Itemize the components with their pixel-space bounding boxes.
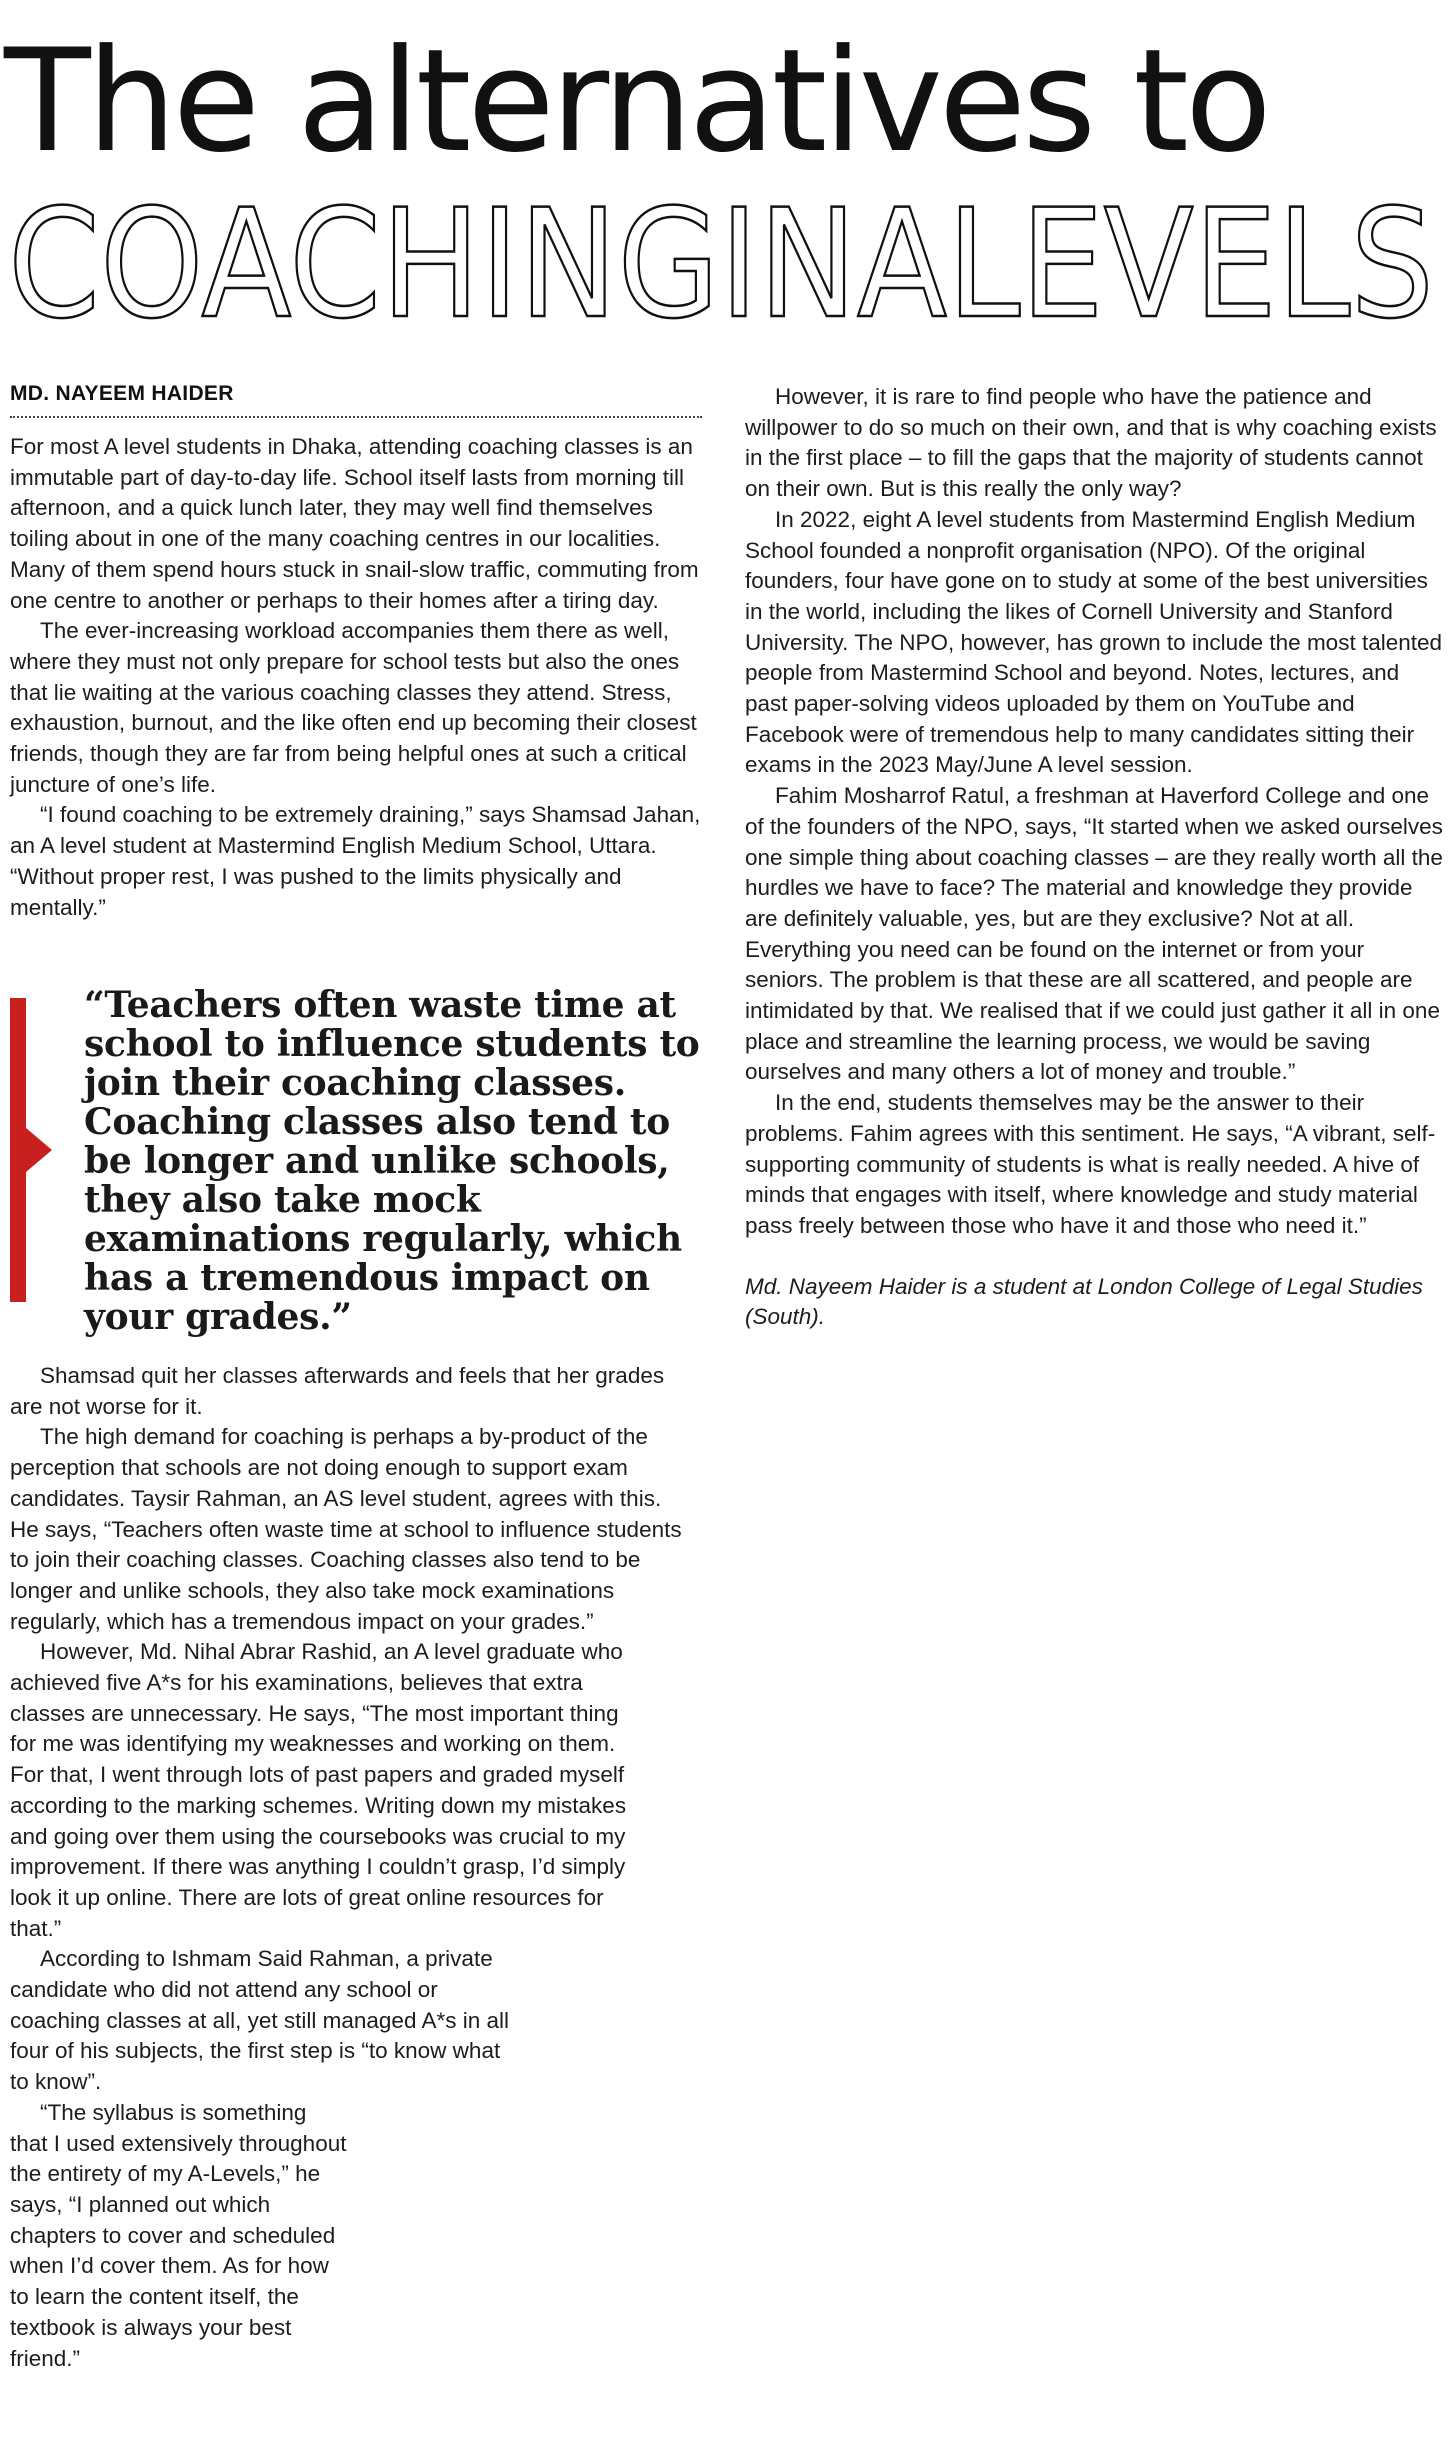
paragraph: Shamsad quit her classes afterwards and feels that her grades are not worse for it. [10,1363,665,1419]
pull-quote-marker-shape [10,998,52,1302]
paragraph: “The syllabus is something that I used extensively throughout the entirety of my A-Levels,” he says, “I planned out which chapters to cover and scheduled when I’d cover them. As for how to learn the content itself, the textbook is always your best friend.” [10,2099,347,2371]
paragraph: In the end, students themselves may be the answer to their problems. Fahim agrees with this sentiment. He says, “A vibrant, self-supporting community of students is what is really needed. A hive of minds that engages with itself, where knowledge and study material pass freely between those who have it and those who need it.” [745,1090,1436,1238]
paragraph: Fahim Mosharrof Ratul, a freshman at Haverford College and one of the founders of the NPO, says, “It started when we asked ourselves one simple thing about coaching classes – are they really worth all the hurdles we have to face? The material and knowledge they provide are definitely valuable, yes, but are they exclusive? Not at all. Everything you need can be found on the internet or from your seniors. The problem is that these are all scattered, and people are intimidated by that. We realised that if we could just gather it all in one place and streamline the learning process, we would be saving ourselves and many others a lot of money and trouble.” [745,783,1443,1085]
paragraph: However, Md. Nihal Abrar Rashid, an A level graduate who achieved five A*s for his examinations, believes that extra classes are unnecessary. He says, “The most important thing for me was identifying my weaknesses and working on them. For that, I went through lots of past papers and graded myself according to the marking schemes. Writing down my mistakes and going over them using the coursebooks was crucial to my improvement. If there was anything I couldn’t grasp, I’d simply look it up online. There are lots of great online resources for that.” [10,1639,627,1941]
paragraph: The high demand for coaching is perhaps a by-product of the perception that schools are not doing enough to support exam candidates. Taysir Rahman, an AS level student, agrees with this. He says, “Teachers often waste time at school to influence students to join their coaching classes. Coaching classes also tend to be longer and unlike schools, they also take mock examinations regularly, which has a tremendous impact on your grades.” [10,1424,682,1634]
pull-quote-marker-icon [10,998,52,1302]
paragraph: For most A level students in Dhaka, attending coaching classes is an immutable part of day-to-day life. School itself lasts from morning till afternoon, and a quick lunch later, they may well find themselves toiling about in one of the many coaching centres in our localities. Many of them spend hours stuck in snail-slow traffic, commuting from one centre to another or perhaps to their homes after a tiring day. [10,434,699,613]
paragraph: The ever-increasing workload accompanies them there as well, where they must not only prepare for school tests but also the ones that lie waiting at the various coaching classes they attend. Stress, exhaustion, burnout, and the like often end up becoming their closest friends, though they are far from being helpful ones at such a critical juncture of one’s life. [10,618,697,797]
paragraph: However, it is rare to find people who have the patience and willpower to do so much on their own, and that is why coaching exists in the first place – to fill the gaps that the majority of students cannot on their own. But is this really the only way? [745,384,1437,502]
byline-divider [10,416,702,418]
paragraph: “I found coaching to be extremely draining,” says Shamsad Jahan, an A level student at Mastermind English Medium School, Uttara. “Without proper rest, I was pushed to the limits physically and mentally.” [10,802,701,920]
author-note: Md. Nayeem Haider is a student at London College of Legal Studies (South). [745,1273,1423,1330]
headline-line2 [8,188,1444,348]
pull-quote: “Teachers often waste time at school to influence students to join their coaching classes. Coaching classes also tend to be longer and unlike schools, they also take mock examinations regularly, which has a tremendous impact on your grades.” [84,984,700,1338]
headline-line1: The alternatives to [4,19,1268,184]
byline: MD. NAYEEM HAIDER [10,382,234,405]
left-column-bottom [10,1361,690,2374]
right-column [745,382,1443,1333]
headline-outline-text: COACHINGINALEVELS [8,188,1434,348]
paragraph: According to Ishmam Said Rahman, a private candidate who did not attend any school or coaching classes at all, yet still managed A*s in all four of his subjects, the first step is “to know what to know”. [10,1946,510,2095]
left-column-top [10,432,712,923]
paragraph: In 2022, eight A level students from Mastermind English Medium School founded a nonprofit organisation (NPO). Of the original founders, four have gone on to study at some of the best universities in the world, including the likes of Cornell University and Stanford University. The NPO, however, has grown to include the most talented people from Mastermind School and beyond. Notes, lectures, and past paper-solving videos uploaded by them on YouTube and Facebook were of tremendous help to many candidates sitting their exams in the 2023 May/June A level session. [745,506,1443,778]
